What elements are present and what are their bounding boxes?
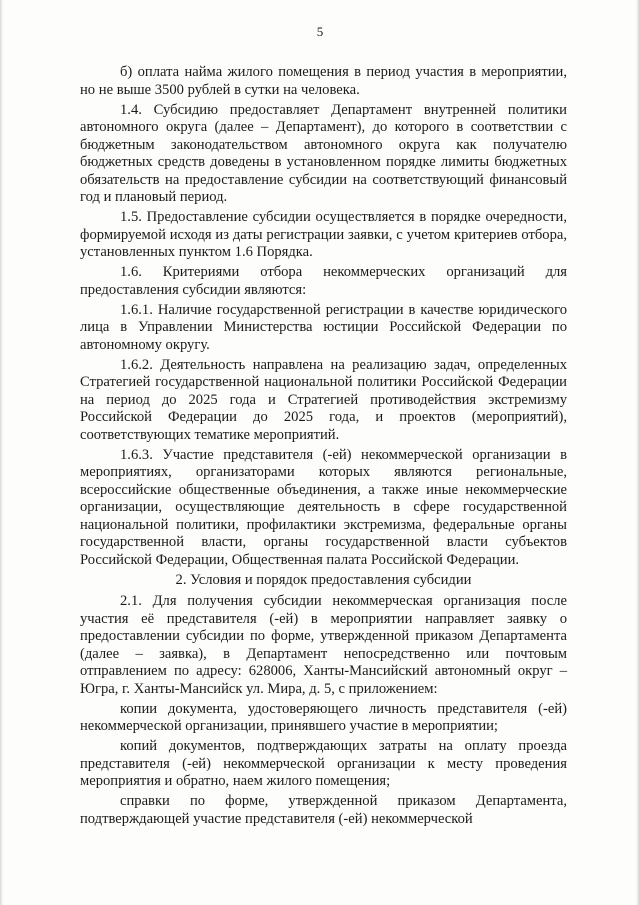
paragraph-2-1: 2.1. Для получения субсидии некоммерческая организация после участия её представителя (-ей) в мероприятии направляет заявку о предоставлении субсидии по форме, утвержденной приказом Департамента (далее – заявка), в Департамент непосредственно или почтовым отправлением по адресу: 628006, Ханты-Мансийский автономный округ – Югра, г. Ханты-Мансийск ул. Мира, д. 5, с приложением: xyxy=(80,593,567,697)
paragraph-1-6: 1.6. Критериями отбора некоммерческих организаций для предоставления субсидии являются: xyxy=(80,264,567,298)
paragraph-1-4: 1.4. Субсидию предоставляет Департамент внутренней политики автономного округа (далее – Департамент), до которого в соответствии с бюджетным законодательством автономного округа как получателю бюджетных средств доведены в установленном порядке лимиты бюджетных обязательств на предоставление субсидии на соответствующий финансовый год и плановый период. xyxy=(80,101,567,205)
scan-edge-left xyxy=(0,0,3,905)
paragraph-1-6-1: 1.6.1. Наличие государственной регистрации в качестве юридического лица в Управлении Министерства юстиции Российской Федерации по автономному округу. xyxy=(80,301,567,353)
paragraph-1-6-2: 1.6.2. Деятельность направлена на реализацию задач, определенных Стратегией государственной национальной политики Российской Федерации на период до 2025 года и Стратегией противодействия экстремизму Российской Федерации до 2025 года, и проектов (мероприятий), соответствующих тематике мероприятий. xyxy=(80,356,567,443)
paragraph-1-5: 1.5. Предоставление субсидии осуществляется в порядке очередности, формируемой исходя из даты регистрации заявки, с учетом критериев отбора, установленных пунктом 1.6 Порядка. xyxy=(80,209,567,260)
paragraph-attachment-certificate: справки по форме, утвержденной приказом Департамента, подтверждающей участие представителя (-ей) некоммерческой xyxy=(80,793,567,827)
paragraph-attachment-id-copy: копии документа, удостоверяющего личность представителя (-ей) некоммерческой организации, принявшего участие в мероприятии; xyxy=(80,700,567,734)
scan-edge-right xyxy=(636,0,640,905)
page-number: 5 xyxy=(316,24,324,39)
paragraph-attachment-expenses: копий документов, подтверждающих затраты на оплату проезда представителя (-ей) некоммерческой организации к месту проведения мероприятия и обратно, наем жилого помещения; xyxy=(80,738,567,789)
document-body xyxy=(80,64,567,828)
paragraph-payment-lodging: б) оплата найма жилого помещения в период участия в мероприятии, но не выше 3500 рублей в сутки на человека. xyxy=(80,64,567,98)
section-heading: 2. Условия и порядок предоставления субсидии xyxy=(175,571,472,588)
paragraph-1-6-3: 1.6.3. Участие представителя (-ей) некоммерческой организации в мероприятиях, организаторами которых являются региональные, всероссийские общественные объединения, а также иные некоммерческие организации, осуществляющие деятельность в сфере государственной национальной политики, профилактики экстремизма, федеральные органы государственной власти, органы государственной власти субъектов Российской Федерации, Общественная палата Российской Федерации. xyxy=(80,446,567,568)
